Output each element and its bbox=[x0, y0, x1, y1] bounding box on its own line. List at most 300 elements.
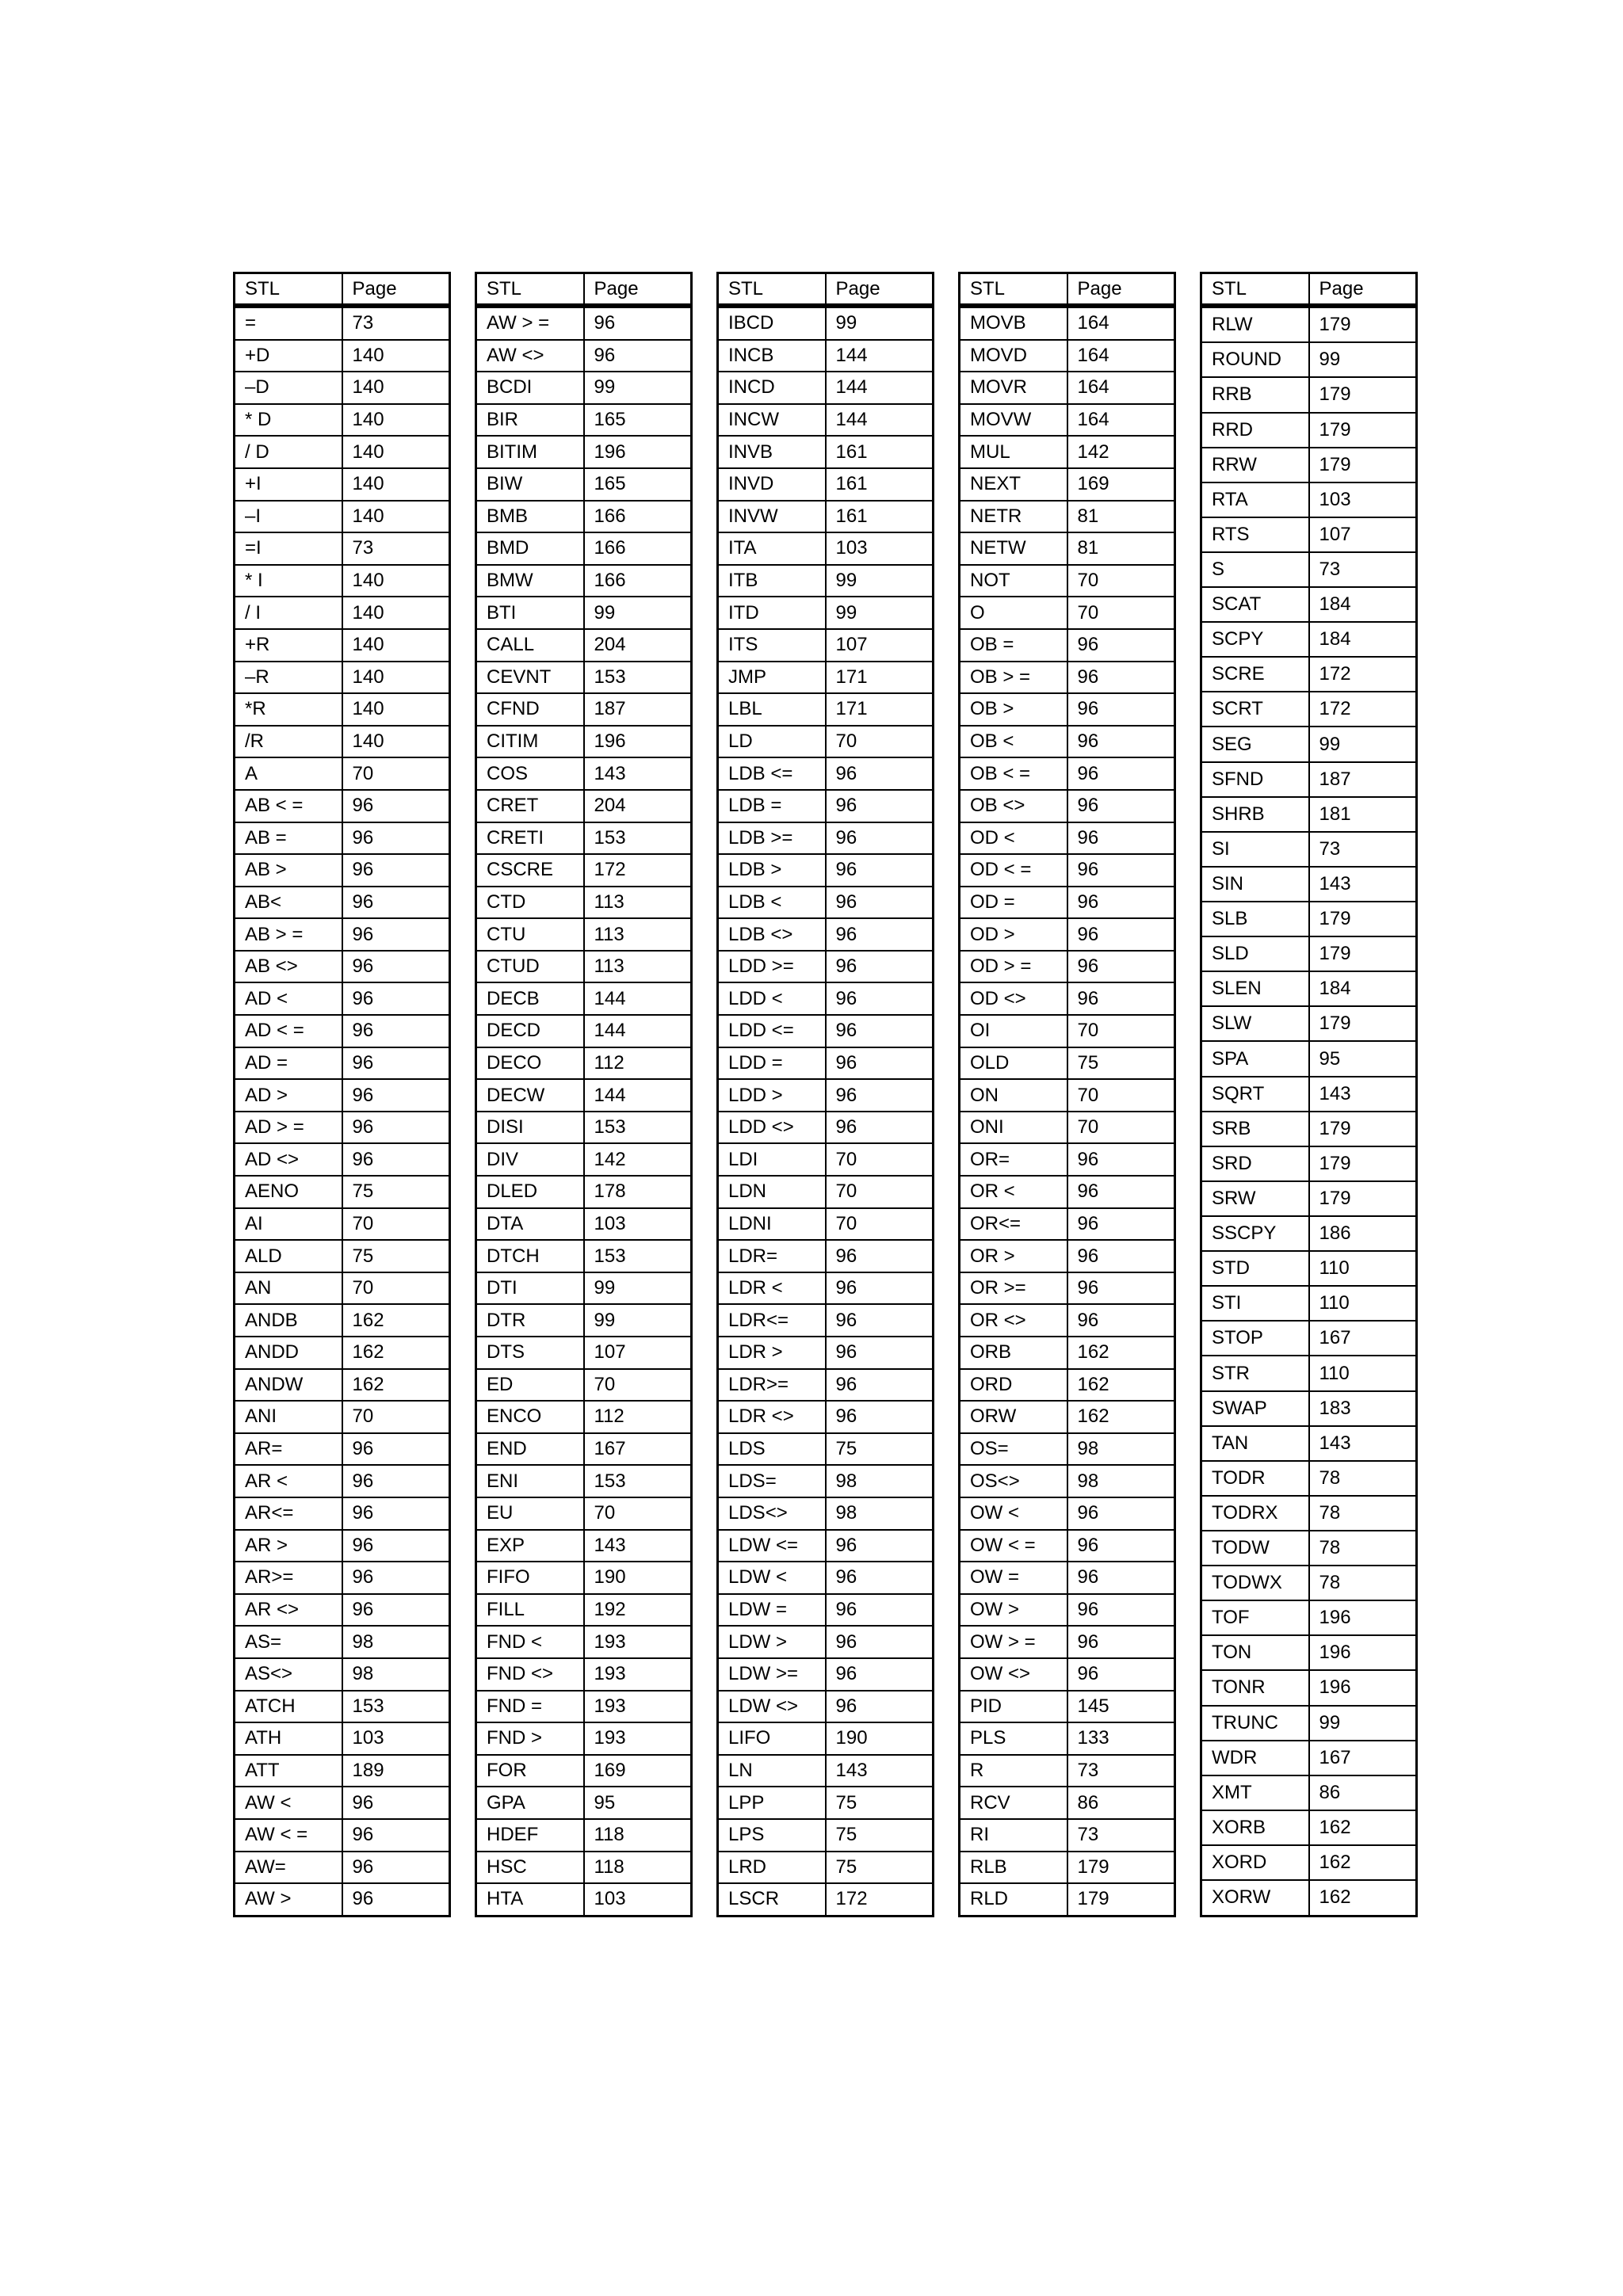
table-row bbox=[960, 1658, 1175, 1691]
stl-instruction: OD = bbox=[960, 887, 1067, 919]
page-number: 140 bbox=[342, 597, 450, 629]
table-row bbox=[718, 1819, 934, 1852]
table-row bbox=[1201, 1566, 1417, 1600]
page-number: 183 bbox=[1309, 1391, 1417, 1426]
stl-column-header: STL bbox=[960, 273, 1067, 307]
stl-instruction: LD bbox=[718, 726, 826, 758]
table-row bbox=[235, 1562, 450, 1594]
page-number: 162 bbox=[342, 1369, 450, 1402]
page-number: 78 bbox=[1309, 1531, 1417, 1566]
page-number: 70 bbox=[584, 1369, 692, 1402]
table-row bbox=[235, 1883, 450, 1916]
stl-instruction: LDB < bbox=[718, 887, 826, 919]
table-row bbox=[235, 726, 450, 758]
stl-instruction: SLW bbox=[1201, 1006, 1309, 1041]
table-row bbox=[476, 1755, 692, 1787]
page-number: 96 bbox=[342, 1465, 450, 1497]
table-row bbox=[718, 1562, 934, 1594]
table-row bbox=[718, 1304, 934, 1337]
stl-instruction: RRD bbox=[1201, 413, 1309, 448]
table-row bbox=[1201, 1741, 1417, 1775]
stl-instruction: AR > bbox=[235, 1530, 342, 1562]
page-number: 96 bbox=[826, 1272, 934, 1305]
page-number: 140 bbox=[342, 468, 450, 501]
table-row bbox=[235, 1658, 450, 1691]
table-row bbox=[1201, 413, 1417, 448]
page-column-header: Page bbox=[1309, 273, 1417, 307]
table-row bbox=[718, 1433, 934, 1466]
stl-instruction: JMP bbox=[718, 662, 826, 694]
stl-instruction: TODR bbox=[1201, 1461, 1309, 1496]
stl-instruction: R bbox=[960, 1755, 1067, 1787]
stl-instruction: XORW bbox=[1201, 1880, 1309, 1916]
stl-instruction: DISI bbox=[476, 1112, 584, 1144]
stl-instruction: DLED bbox=[476, 1176, 584, 1208]
table-row bbox=[476, 1337, 692, 1369]
stl-instruction: FND <> bbox=[476, 1658, 584, 1691]
stl-instruction: BIW bbox=[476, 468, 584, 501]
table-row bbox=[1201, 1426, 1417, 1461]
page-number: 73 bbox=[1309, 552, 1417, 587]
stl-instruction: ENI bbox=[476, 1465, 584, 1497]
stl-instruction: MOVD bbox=[960, 340, 1067, 372]
page-number: 179 bbox=[1309, 1006, 1417, 1041]
table-row bbox=[476, 1176, 692, 1208]
stl-instruction: SSCPY bbox=[1201, 1216, 1309, 1251]
table-row bbox=[476, 1852, 692, 1884]
table-row bbox=[235, 757, 450, 790]
page-number: 96 bbox=[826, 1015, 934, 1047]
stl-instruction: SWAP bbox=[1201, 1391, 1309, 1426]
table-row bbox=[235, 1079, 450, 1112]
page-number: 96 bbox=[826, 1594, 934, 1627]
page-number: 171 bbox=[826, 693, 934, 726]
stl-instruction: LDW > bbox=[718, 1626, 826, 1658]
page-number: 110 bbox=[1309, 1251, 1417, 1286]
table-row bbox=[235, 404, 450, 437]
stl-instruction: LIFO bbox=[718, 1722, 826, 1755]
table-row bbox=[960, 501, 1175, 533]
page-number: 99 bbox=[584, 372, 692, 404]
stl-instruction: +D bbox=[235, 340, 342, 372]
table-row bbox=[1201, 1112, 1417, 1146]
table-row bbox=[476, 1562, 692, 1594]
page-number: 153 bbox=[584, 1112, 692, 1144]
table-row bbox=[718, 887, 934, 919]
page-number: 204 bbox=[584, 629, 692, 662]
page-number: 96 bbox=[826, 822, 934, 855]
table-row bbox=[960, 1465, 1175, 1497]
stl-instruction: FIFO bbox=[476, 1562, 584, 1594]
page-column-header: Page bbox=[1067, 273, 1175, 307]
stl-instruction: SCRE bbox=[1201, 657, 1309, 692]
table-row bbox=[1201, 1496, 1417, 1531]
page-number: 70 bbox=[1067, 1112, 1175, 1144]
page-number: 172 bbox=[1309, 657, 1417, 692]
stl-instruction: PLS bbox=[960, 1722, 1067, 1755]
page-number: 96 bbox=[826, 790, 934, 822]
stl-instruction: OR<= bbox=[960, 1208, 1067, 1241]
page-number: 189 bbox=[342, 1755, 450, 1787]
page-number: 161 bbox=[826, 436, 934, 468]
table-row bbox=[476, 532, 692, 565]
table-row bbox=[718, 372, 934, 404]
table-row bbox=[476, 1658, 692, 1691]
page-number: 96 bbox=[342, 1015, 450, 1047]
page-number: 99 bbox=[826, 597, 934, 629]
table-row bbox=[235, 597, 450, 629]
stl-instruction: ATT bbox=[235, 1755, 342, 1787]
stl-instruction: TOF bbox=[1201, 1600, 1309, 1635]
page-number: 70 bbox=[826, 1176, 934, 1208]
table-header-row bbox=[1201, 273, 1417, 307]
table-row bbox=[476, 757, 692, 790]
table-row bbox=[960, 1208, 1175, 1241]
page-number: 142 bbox=[1067, 436, 1175, 468]
table-row bbox=[235, 1465, 450, 1497]
stl-instruction: ANDW bbox=[235, 1369, 342, 1402]
page-number: 70 bbox=[342, 1208, 450, 1241]
page-number: 96 bbox=[826, 1047, 934, 1080]
table-row bbox=[235, 1691, 450, 1723]
stl-instruction: FOR bbox=[476, 1755, 584, 1787]
table-row bbox=[960, 1369, 1175, 1402]
page-number: 96 bbox=[1067, 1143, 1175, 1176]
stl-instruction: INCW bbox=[718, 404, 826, 437]
page-number: 96 bbox=[1067, 982, 1175, 1015]
page-number: 107 bbox=[826, 629, 934, 662]
page-number: 73 bbox=[1067, 1755, 1175, 1787]
table-row bbox=[1201, 1635, 1417, 1670]
stl-instruction: OD < = bbox=[960, 854, 1067, 887]
page-number: 196 bbox=[584, 726, 692, 758]
page-number: 96 bbox=[826, 1240, 934, 1272]
page-number: 86 bbox=[1067, 1787, 1175, 1819]
page-number: 179 bbox=[1309, 1112, 1417, 1146]
page-number: 196 bbox=[1309, 1635, 1417, 1670]
page-number: 107 bbox=[584, 1337, 692, 1369]
stl-instruction: AB <> bbox=[235, 951, 342, 983]
stl-instruction: RCV bbox=[960, 1787, 1067, 1819]
stl-instruction: OR >= bbox=[960, 1272, 1067, 1305]
stl-instruction: * D bbox=[235, 404, 342, 437]
table-row bbox=[235, 1337, 450, 1369]
table-row bbox=[235, 1819, 450, 1852]
stl-instruction: ATCH bbox=[235, 1691, 342, 1723]
table-row bbox=[960, 693, 1175, 726]
stl-instruction: LPS bbox=[718, 1819, 826, 1852]
table-row bbox=[718, 436, 934, 468]
table-row bbox=[476, 1722, 692, 1755]
stl-index-table bbox=[716, 272, 934, 1917]
table-row bbox=[960, 854, 1175, 887]
table-row bbox=[1201, 517, 1417, 552]
page-number: 118 bbox=[584, 1852, 692, 1884]
table-row bbox=[1201, 727, 1417, 761]
page-number: 172 bbox=[826, 1883, 934, 1916]
stl-instruction: * I bbox=[235, 565, 342, 597]
stl-instruction: LDB = bbox=[718, 790, 826, 822]
stl-instruction: AW < bbox=[235, 1787, 342, 1819]
table-row bbox=[476, 1401, 692, 1433]
table-row bbox=[718, 1691, 934, 1723]
table-row bbox=[960, 1722, 1175, 1755]
table-row bbox=[960, 436, 1175, 468]
stl-instruction: OW < bbox=[960, 1497, 1067, 1530]
page-number: 118 bbox=[584, 1819, 692, 1852]
stl-instruction: AN bbox=[235, 1272, 342, 1305]
page-number: 98 bbox=[342, 1626, 450, 1658]
page-number: 81 bbox=[1067, 532, 1175, 565]
stl-instruction: ITA bbox=[718, 532, 826, 565]
page-number: 73 bbox=[1067, 1819, 1175, 1852]
page-number: 110 bbox=[1309, 1286, 1417, 1321]
page-number: 73 bbox=[342, 532, 450, 565]
table-row bbox=[960, 1047, 1175, 1080]
table-row bbox=[718, 854, 934, 887]
table-row bbox=[1201, 832, 1417, 867]
page-number: 75 bbox=[826, 1433, 934, 1466]
page-number: 96 bbox=[1067, 662, 1175, 694]
table-row bbox=[235, 1497, 450, 1530]
page-number: 167 bbox=[1309, 1321, 1417, 1356]
stl-instruction: EU bbox=[476, 1497, 584, 1530]
stl-instruction: LDD >= bbox=[718, 951, 826, 983]
stl-instruction: SHRB bbox=[1201, 797, 1309, 832]
page-number: 96 bbox=[342, 854, 450, 887]
page-number: 140 bbox=[342, 693, 450, 726]
table-row bbox=[960, 1304, 1175, 1337]
stl-instruction: LDR<= bbox=[718, 1304, 826, 1337]
stl-instruction: OW <> bbox=[960, 1658, 1067, 1691]
page-number: 179 bbox=[1309, 1146, 1417, 1181]
page-number: 153 bbox=[584, 822, 692, 855]
page-number: 165 bbox=[584, 468, 692, 501]
stl-instruction: LDS bbox=[718, 1433, 826, 1466]
stl-instruction: BMW bbox=[476, 565, 584, 597]
page-number: 187 bbox=[1309, 762, 1417, 797]
table-row bbox=[718, 629, 934, 662]
page-number: 162 bbox=[1067, 1337, 1175, 1369]
table-row bbox=[476, 1112, 692, 1144]
stl-instruction: OS<> bbox=[960, 1465, 1067, 1497]
table-row bbox=[718, 501, 934, 533]
page-number: 96 bbox=[584, 306, 692, 340]
table-row bbox=[235, 501, 450, 533]
stl-instruction: RLW bbox=[1201, 306, 1309, 342]
page-number: 143 bbox=[826, 1755, 934, 1787]
table-row bbox=[1201, 622, 1417, 657]
stl-instruction: CITIM bbox=[476, 726, 584, 758]
table-row bbox=[235, 662, 450, 694]
page-number: 179 bbox=[1309, 1181, 1417, 1216]
page-number: 96 bbox=[1067, 1562, 1175, 1594]
page-number: 140 bbox=[342, 726, 450, 758]
table-row bbox=[718, 1240, 934, 1272]
page-number: 164 bbox=[1067, 306, 1175, 340]
stl-instruction: +R bbox=[235, 629, 342, 662]
stl-instruction: STI bbox=[1201, 1286, 1309, 1321]
table-row bbox=[476, 597, 692, 629]
stl-instruction: LDD > bbox=[718, 1079, 826, 1112]
stl-instruction: LDR>= bbox=[718, 1369, 826, 1402]
stl-instruction: *R bbox=[235, 693, 342, 726]
table-row bbox=[1201, 1146, 1417, 1181]
page-number: 140 bbox=[342, 501, 450, 533]
table-row bbox=[718, 982, 934, 1015]
table-row bbox=[476, 372, 692, 404]
page-number: 99 bbox=[584, 597, 692, 629]
stl-instruction: –R bbox=[235, 662, 342, 694]
page-number: 204 bbox=[584, 790, 692, 822]
table-row bbox=[235, 532, 450, 565]
stl-instruction: CTU bbox=[476, 918, 584, 951]
stl-instruction: SIN bbox=[1201, 867, 1309, 902]
page-number: 166 bbox=[584, 532, 692, 565]
page-number: 96 bbox=[342, 1079, 450, 1112]
page-number: 96 bbox=[826, 854, 934, 887]
stl-instruction: DECW bbox=[476, 1079, 584, 1112]
stl-instruction: –D bbox=[235, 372, 342, 404]
page-number: 96 bbox=[342, 1143, 450, 1176]
page-number: 162 bbox=[1067, 1401, 1175, 1433]
stl-instruction: OR= bbox=[960, 1143, 1067, 1176]
table-row bbox=[1201, 1600, 1417, 1635]
table-row bbox=[476, 468, 692, 501]
stl-instruction: LBL bbox=[718, 693, 826, 726]
stl-instruction: A bbox=[235, 757, 342, 790]
table-row bbox=[476, 1626, 692, 1658]
stl-instruction: LN bbox=[718, 1755, 826, 1787]
table-row bbox=[1201, 1356, 1417, 1390]
stl-instruction: TODRX bbox=[1201, 1496, 1309, 1531]
stl-instruction: SEG bbox=[1201, 727, 1309, 761]
table-row bbox=[476, 1497, 692, 1530]
stl-index-table bbox=[958, 272, 1176, 1917]
page-number: 96 bbox=[1067, 629, 1175, 662]
stl-instruction: BCDI bbox=[476, 372, 584, 404]
stl-instruction: LDW <= bbox=[718, 1530, 826, 1562]
table-row bbox=[960, 1015, 1175, 1047]
table-row bbox=[718, 597, 934, 629]
page-number: 99 bbox=[584, 1272, 692, 1305]
stl-instruction: LDD <= bbox=[718, 1015, 826, 1047]
page-number: 193 bbox=[584, 1658, 692, 1691]
table-header-row bbox=[718, 273, 934, 307]
table-row bbox=[235, 887, 450, 919]
page-number: 162 bbox=[1309, 1880, 1417, 1916]
table-row bbox=[718, 565, 934, 597]
stl-instruction: LDD <> bbox=[718, 1112, 826, 1144]
page-number: 144 bbox=[826, 340, 934, 372]
stl-instruction: OD < bbox=[960, 822, 1067, 855]
table-row bbox=[960, 1562, 1175, 1594]
stl-instruction: MUL bbox=[960, 436, 1067, 468]
stl-instruction: IBCD bbox=[718, 306, 826, 340]
page-number: 162 bbox=[342, 1304, 450, 1337]
table-row bbox=[1201, 867, 1417, 902]
table-row bbox=[960, 1401, 1175, 1433]
stl-index-table bbox=[1200, 272, 1418, 1917]
stl-instruction: AD < = bbox=[235, 1015, 342, 1047]
page-number: 96 bbox=[1067, 1272, 1175, 1305]
stl-instruction: OD > = bbox=[960, 951, 1067, 983]
table-row bbox=[718, 662, 934, 694]
stl-instruction: LDR= bbox=[718, 1240, 826, 1272]
table-row bbox=[476, 662, 692, 694]
page-number: 186 bbox=[1309, 1216, 1417, 1251]
table-row bbox=[1201, 1286, 1417, 1321]
page-number: 96 bbox=[1067, 951, 1175, 983]
table-row bbox=[960, 565, 1175, 597]
table-row bbox=[960, 757, 1175, 790]
page-number: 96 bbox=[342, 1819, 450, 1852]
table-row bbox=[235, 1112, 450, 1144]
table-row bbox=[476, 1304, 692, 1337]
stl-instruction: ROUND bbox=[1201, 342, 1309, 377]
stl-instruction: AENO bbox=[235, 1176, 342, 1208]
stl-instruction: BMD bbox=[476, 532, 584, 565]
page-number: 96 bbox=[1067, 854, 1175, 887]
stl-instruction: BIR bbox=[476, 404, 584, 437]
stl-instruction: RI bbox=[960, 1819, 1067, 1852]
stl-instruction: AS<> bbox=[235, 1658, 342, 1691]
table-row bbox=[1201, 762, 1417, 797]
stl-instruction: FILL bbox=[476, 1594, 584, 1627]
table-row bbox=[235, 1304, 450, 1337]
stl-instruction: CEVNT bbox=[476, 662, 584, 694]
table-row bbox=[960, 726, 1175, 758]
page-number: 96 bbox=[342, 1497, 450, 1530]
table-row bbox=[960, 887, 1175, 919]
table-row bbox=[960, 372, 1175, 404]
page-number: 179 bbox=[1067, 1852, 1175, 1884]
stl-instruction: MOVB bbox=[960, 306, 1067, 340]
table-row bbox=[235, 1176, 450, 1208]
stl-instruction: XMT bbox=[1201, 1775, 1309, 1810]
table-row bbox=[718, 757, 934, 790]
table-row bbox=[235, 854, 450, 887]
table-row bbox=[476, 1433, 692, 1466]
page-number: 78 bbox=[1309, 1461, 1417, 1496]
page-number: 96 bbox=[826, 1304, 934, 1337]
page-number: 178 bbox=[584, 1176, 692, 1208]
page-number: 96 bbox=[342, 982, 450, 1015]
page-number: 179 bbox=[1309, 413, 1417, 448]
table-header-row bbox=[960, 273, 1175, 307]
stl-instruction: LDD < bbox=[718, 982, 826, 1015]
stl-instruction: BITIM bbox=[476, 436, 584, 468]
stl-instruction: SI bbox=[1201, 832, 1309, 867]
stl-instruction: RTS bbox=[1201, 517, 1309, 552]
page-number: 99 bbox=[1309, 727, 1417, 761]
stl-instruction: AW= bbox=[235, 1852, 342, 1884]
stl-instruction: LSCR bbox=[718, 1883, 826, 1916]
page-number: 144 bbox=[826, 372, 934, 404]
page-number: 112 bbox=[584, 1401, 692, 1433]
page-number: 73 bbox=[342, 306, 450, 340]
page-number: 96 bbox=[826, 1530, 934, 1562]
page-number: 70 bbox=[1067, 597, 1175, 629]
page-number: 161 bbox=[826, 501, 934, 533]
table-row bbox=[960, 790, 1175, 822]
page-number: 96 bbox=[826, 918, 934, 951]
stl-instruction: INVW bbox=[718, 501, 826, 533]
stl-instruction: HSC bbox=[476, 1852, 584, 1884]
table-row bbox=[476, 306, 692, 340]
stl-instruction: LDS<> bbox=[718, 1497, 826, 1530]
stl-instruction: SFND bbox=[1201, 762, 1309, 797]
